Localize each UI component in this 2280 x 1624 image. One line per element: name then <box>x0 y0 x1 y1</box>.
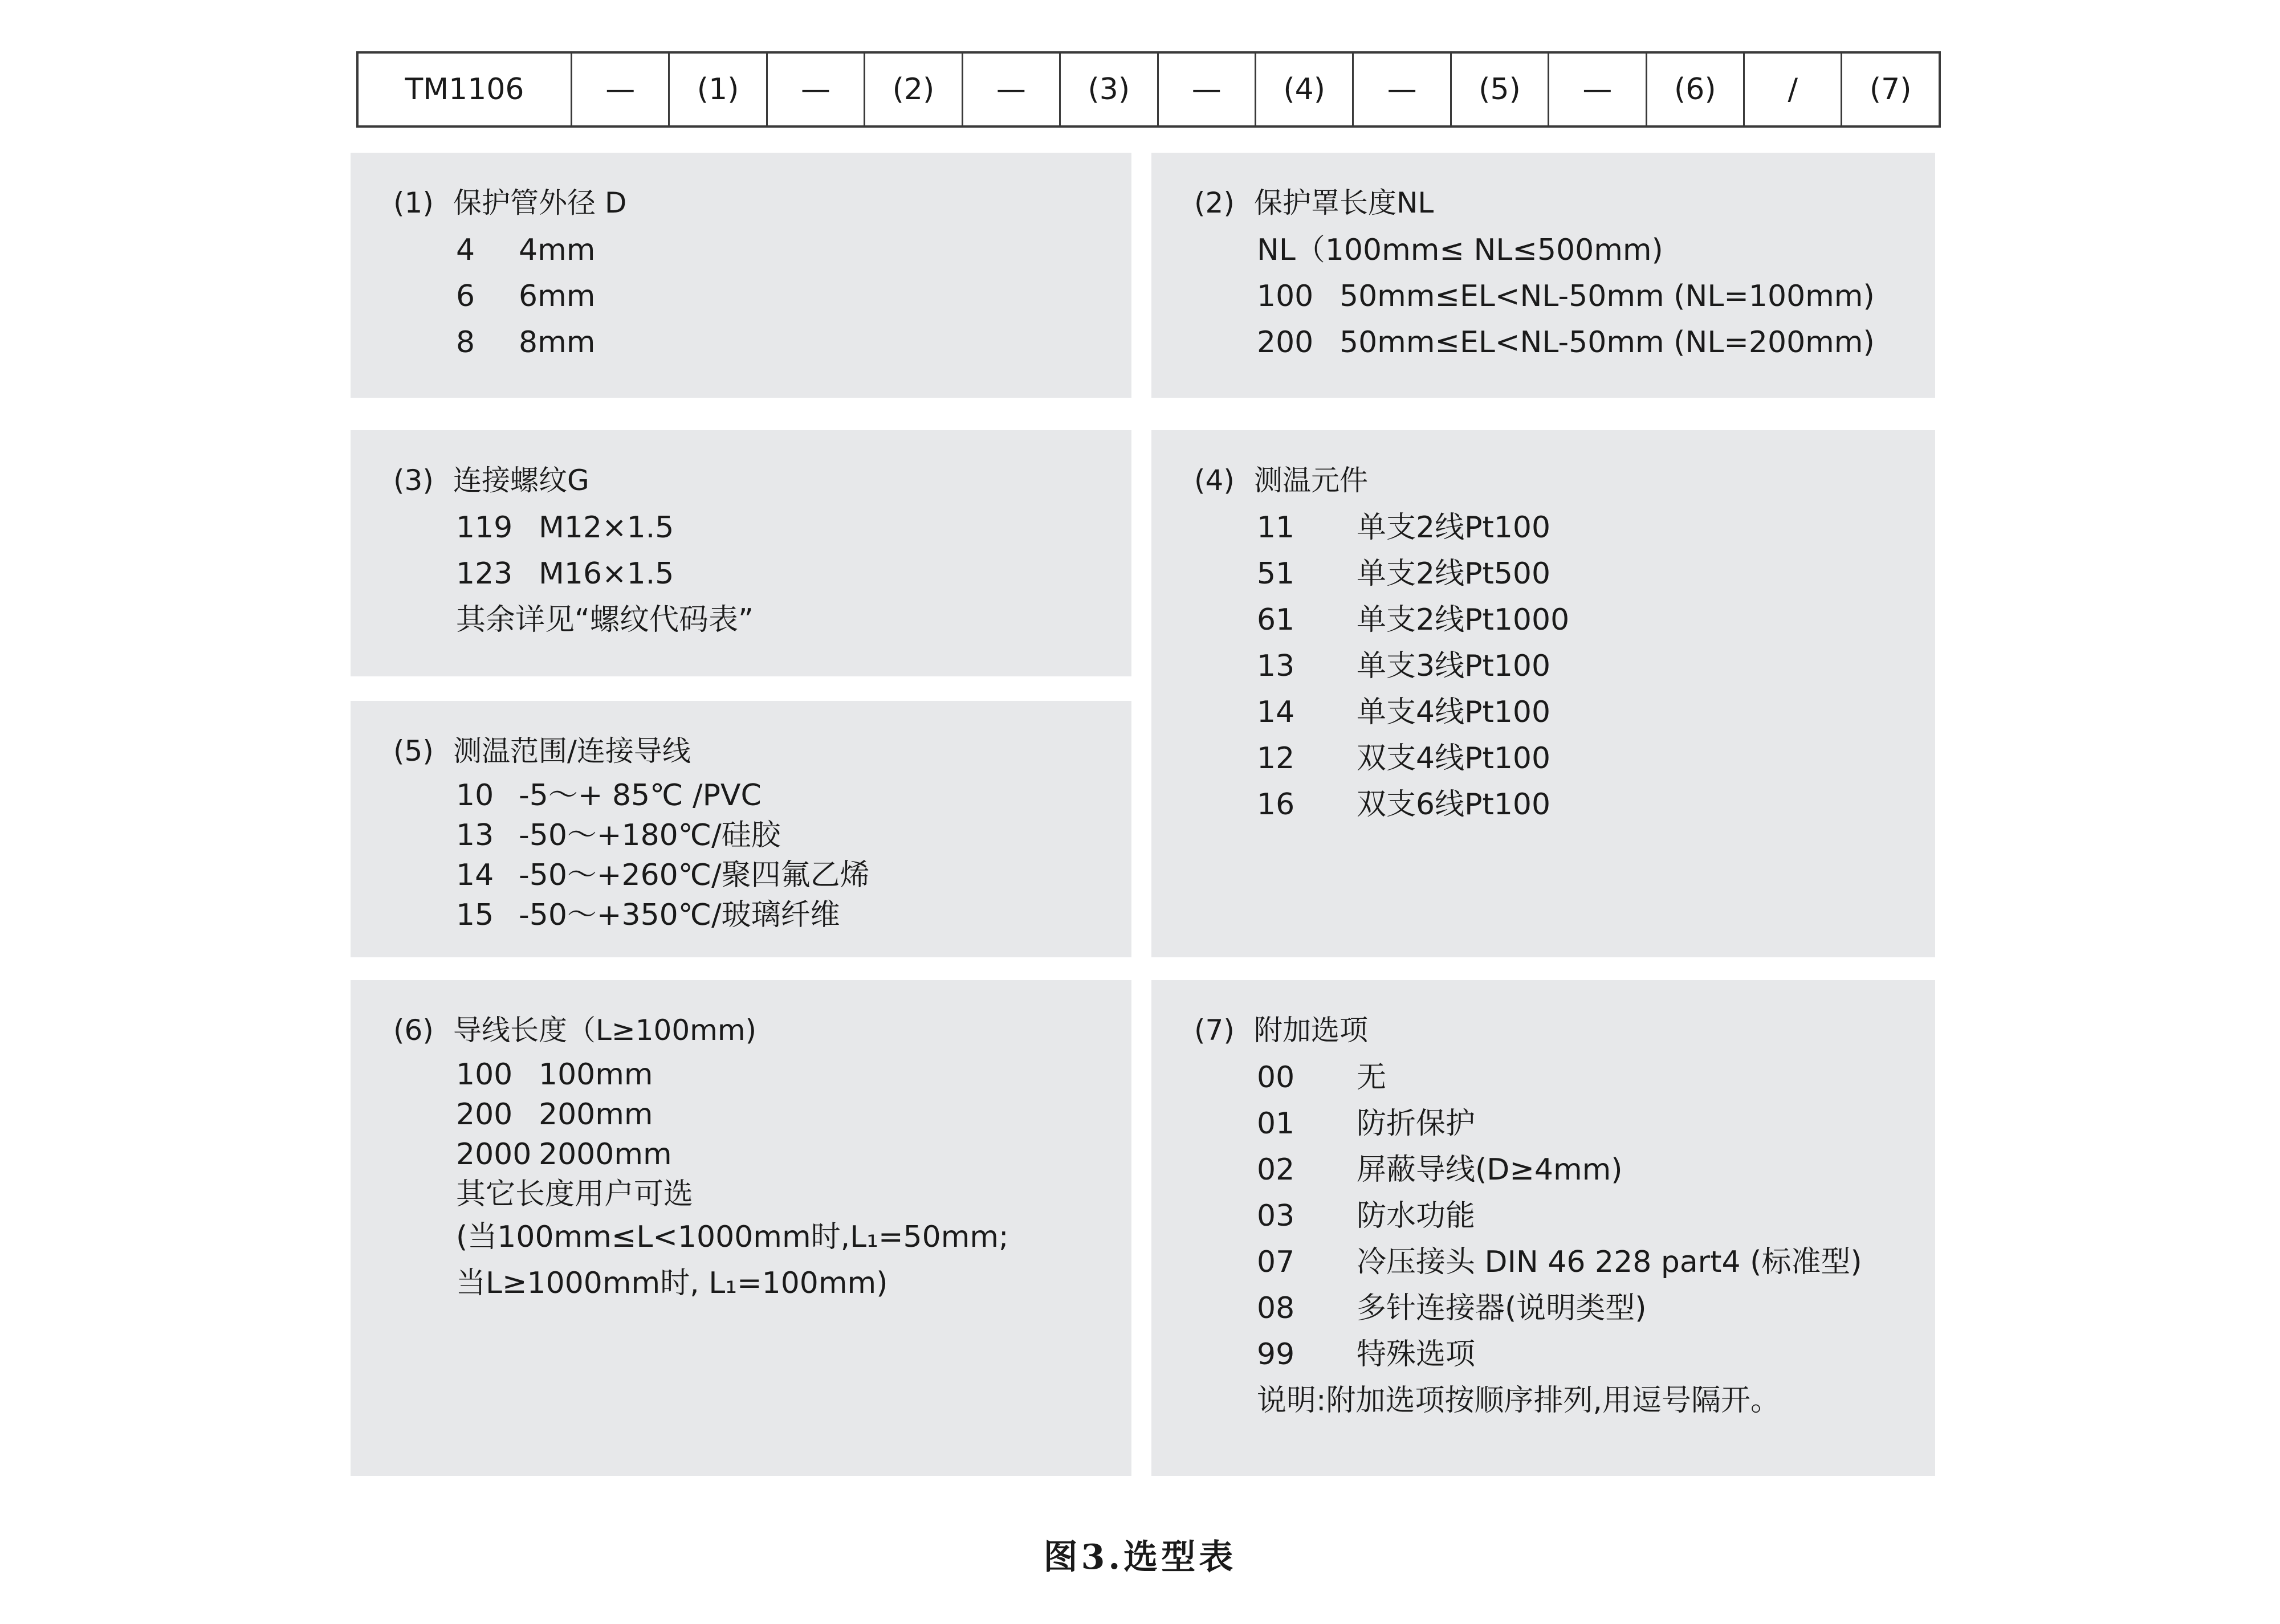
code-cell-3: (3) <box>1061 54 1158 125</box>
code-cell-dash: — <box>1159 54 1256 125</box>
option-row <box>456 227 1131 274</box>
option-desc: 屏蔽导线(D≥4mm) <box>1357 1153 1623 1187</box>
option-desc: M16×1.5 <box>539 557 674 591</box>
option-code: 07 <box>1257 1245 1295 1279</box>
option-row <box>1257 1055 1935 1101</box>
option-desc: 单支3线Pt100 <box>1357 649 1551 683</box>
option-desc: -50～+350℃/玻璃纤维 <box>519 898 840 932</box>
code-cell-model: TM1106 <box>359 54 572 125</box>
panel-title <box>393 456 1131 505</box>
panel-number: (2) <box>1194 186 1235 219</box>
option-code: 200 <box>1257 325 1314 360</box>
panel-title <box>1194 456 1935 505</box>
option-row <box>456 320 1131 366</box>
option-row <box>1257 320 1935 366</box>
option-code: 02 <box>1257 1153 1295 1187</box>
option-desc: -5～+ 85℃ /PVC <box>519 778 762 813</box>
option-code: 100 <box>456 1058 513 1092</box>
option-row <box>456 855 1131 895</box>
panel-thread <box>351 430 1131 676</box>
option-code: 14 <box>1257 695 1295 729</box>
option-code: 12 <box>1257 741 1295 776</box>
option-row <box>1257 1239 1935 1286</box>
option-desc: 双支6线Pt100 <box>1357 787 1551 822</box>
option-code: 6 <box>456 279 475 313</box>
panel-title <box>1194 1006 1935 1055</box>
panel-extra-options <box>1151 980 1935 1476</box>
option-code: 11 <box>1257 511 1295 545</box>
code-cell-2: (2) <box>865 54 963 125</box>
option-row <box>1257 1286 1935 1332</box>
panel-number: (1) <box>393 186 434 219</box>
option-code: 51 <box>1257 557 1295 591</box>
option-row <box>1257 1147 1935 1193</box>
option-desc: 50mm≤EL<NL-50mm (NL=100mm) <box>1339 279 1875 313</box>
option-code: 16 <box>1257 787 1295 822</box>
option-row <box>1257 505 1935 551</box>
option-desc: 2000mm <box>539 1137 672 1172</box>
panel-heading: 保护管外径 D <box>453 186 627 219</box>
code-cell-dash: — <box>1354 54 1451 125</box>
option-row <box>456 551 1131 597</box>
option-row <box>1257 551 1935 597</box>
option-row <box>456 1174 1131 1214</box>
option-code: 8 <box>456 325 475 360</box>
code-cell-4: (4) <box>1256 54 1354 125</box>
panel-number: (7) <box>1194 1014 1235 1047</box>
panel-lead-length <box>351 980 1131 1476</box>
option-desc: 8mm <box>519 325 596 360</box>
option-desc: 特殊选项 <box>1357 1337 1476 1372</box>
figure-caption: 图3.选型表 <box>1043 1537 1237 1577</box>
option-desc: 防折保护 <box>1357 1107 1476 1141</box>
code-cell-dash: — <box>963 54 1061 125</box>
panel-heading: 导线长度（L≥100mm) <box>453 1014 757 1047</box>
option-desc: 无 <box>1357 1060 1387 1095</box>
option-row <box>456 1260 1131 1307</box>
option-code: 61 <box>1257 603 1295 637</box>
option-code: 99 <box>1257 1337 1295 1372</box>
panel-sensor-element <box>1151 430 1935 957</box>
option-desc: 6mm <box>519 279 596 313</box>
option-desc: 4mm <box>519 233 596 267</box>
option-code: 08 <box>1257 1291 1295 1325</box>
option-code: 03 <box>1257 1199 1295 1233</box>
panel-heading: 保护罩长度NL <box>1254 186 1434 219</box>
panel-number: (5) <box>393 735 434 768</box>
option-desc: 50mm≤EL<NL-50mm (NL=200mm) <box>1339 325 1875 360</box>
code-cell-6: (6) <box>1647 54 1745 125</box>
option-row <box>1257 274 1935 320</box>
option-desc: 其余详见“螺纹代码表” <box>456 603 754 637</box>
option-row <box>456 1095 1131 1135</box>
panel-tube-diameter <box>351 153 1131 398</box>
option-code: 13 <box>456 818 494 852</box>
option-desc: (当100mm≤L<1000mm时,L₁=50mm; <box>456 1220 1009 1254</box>
option-code: 2000 <box>456 1137 532 1172</box>
option-row <box>1257 1101 1935 1147</box>
panel-heading: 附加选项 <box>1254 1014 1368 1047</box>
option-desc: NL（100mm≤ NL≤500mm) <box>1257 233 1663 267</box>
option-code: 14 <box>456 858 494 892</box>
option-row <box>456 1055 1131 1095</box>
panel-title <box>393 727 1131 776</box>
panel-heading: 测温范围/连接导线 <box>453 735 691 768</box>
option-code: 15 <box>456 898 494 932</box>
option-row <box>456 1135 1131 1174</box>
code-cell-slash: / <box>1745 54 1842 125</box>
option-code: 200 <box>456 1097 513 1132</box>
option-code: 10 <box>456 778 494 813</box>
option-row <box>1257 1193 1935 1239</box>
option-desc: 单支4线Pt100 <box>1357 695 1551 729</box>
option-desc: 防水功能 <box>1357 1199 1476 1233</box>
option-row <box>456 505 1131 551</box>
option-desc: 冷压接头 DIN 46 228 part4 (标准型) <box>1357 1245 1862 1279</box>
option-desc: -50～+260℃/聚四氟乙烯 <box>519 858 870 892</box>
option-desc: 多针连接器(说明类型) <box>1357 1291 1647 1325</box>
model-code-table <box>356 51 1941 128</box>
option-row <box>456 776 1131 815</box>
option-desc: 单支2线Pt100 <box>1357 511 1551 545</box>
panel-title <box>1194 178 1935 227</box>
option-code: 4 <box>456 233 475 267</box>
option-row <box>1257 597 1935 643</box>
option-row <box>456 274 1131 320</box>
option-code: 100 <box>1257 279 1314 313</box>
code-cell-dash: — <box>572 54 670 125</box>
panel-title <box>393 1006 1131 1055</box>
option-desc: 100mm <box>539 1058 653 1092</box>
option-row <box>456 895 1131 935</box>
option-desc: 其它长度用户可选 <box>456 1177 694 1211</box>
panel-shield-length <box>1151 153 1935 398</box>
option-row <box>1257 689 1935 736</box>
option-code: 119 <box>456 511 513 545</box>
option-desc: 说明:附加选项按顺序排列,用逗号隔开。 <box>1257 1384 1781 1418</box>
option-desc: 当L≥1000mm时, L₁=100mm) <box>456 1266 888 1300</box>
panel-number: (6) <box>393 1014 434 1047</box>
option-code: 01 <box>1257 1107 1295 1141</box>
option-row <box>1257 227 1935 274</box>
option-desc: 双支4线Pt100 <box>1357 741 1551 776</box>
option-row <box>456 815 1131 855</box>
panel-number: (4) <box>1194 464 1235 497</box>
code-cell-1: (1) <box>670 54 767 125</box>
option-desc: -50～+180℃/硅胶 <box>519 818 781 852</box>
option-row <box>1257 736 1935 782</box>
panel-number: (3) <box>393 464 434 497</box>
option-desc: 200mm <box>539 1097 653 1132</box>
option-row <box>1257 782 1935 828</box>
panel-heading: 测温元件 <box>1254 464 1368 497</box>
option-desc: M12×1.5 <box>539 511 674 545</box>
code-cell-5: (5) <box>1452 54 1549 125</box>
option-row <box>456 1214 1131 1260</box>
code-cell-dash: — <box>1549 54 1647 125</box>
code-cell-dash: — <box>768 54 865 125</box>
option-code: 13 <box>1257 649 1295 683</box>
option-desc: 单支2线Pt1000 <box>1357 603 1570 637</box>
panel-heading: 连接螺纹G <box>453 464 589 497</box>
panel-temp-range <box>351 701 1131 957</box>
option-code: 123 <box>456 557 513 591</box>
panel-title <box>393 178 1131 227</box>
option-row <box>456 597 1131 643</box>
option-row <box>1257 1332 1935 1378</box>
option-row <box>1257 643 1935 689</box>
option-row <box>1257 1378 1935 1424</box>
option-desc: 单支2线Pt500 <box>1357 557 1551 591</box>
option-code: 00 <box>1257 1060 1295 1095</box>
code-cell-7: (7) <box>1869 72 1912 107</box>
